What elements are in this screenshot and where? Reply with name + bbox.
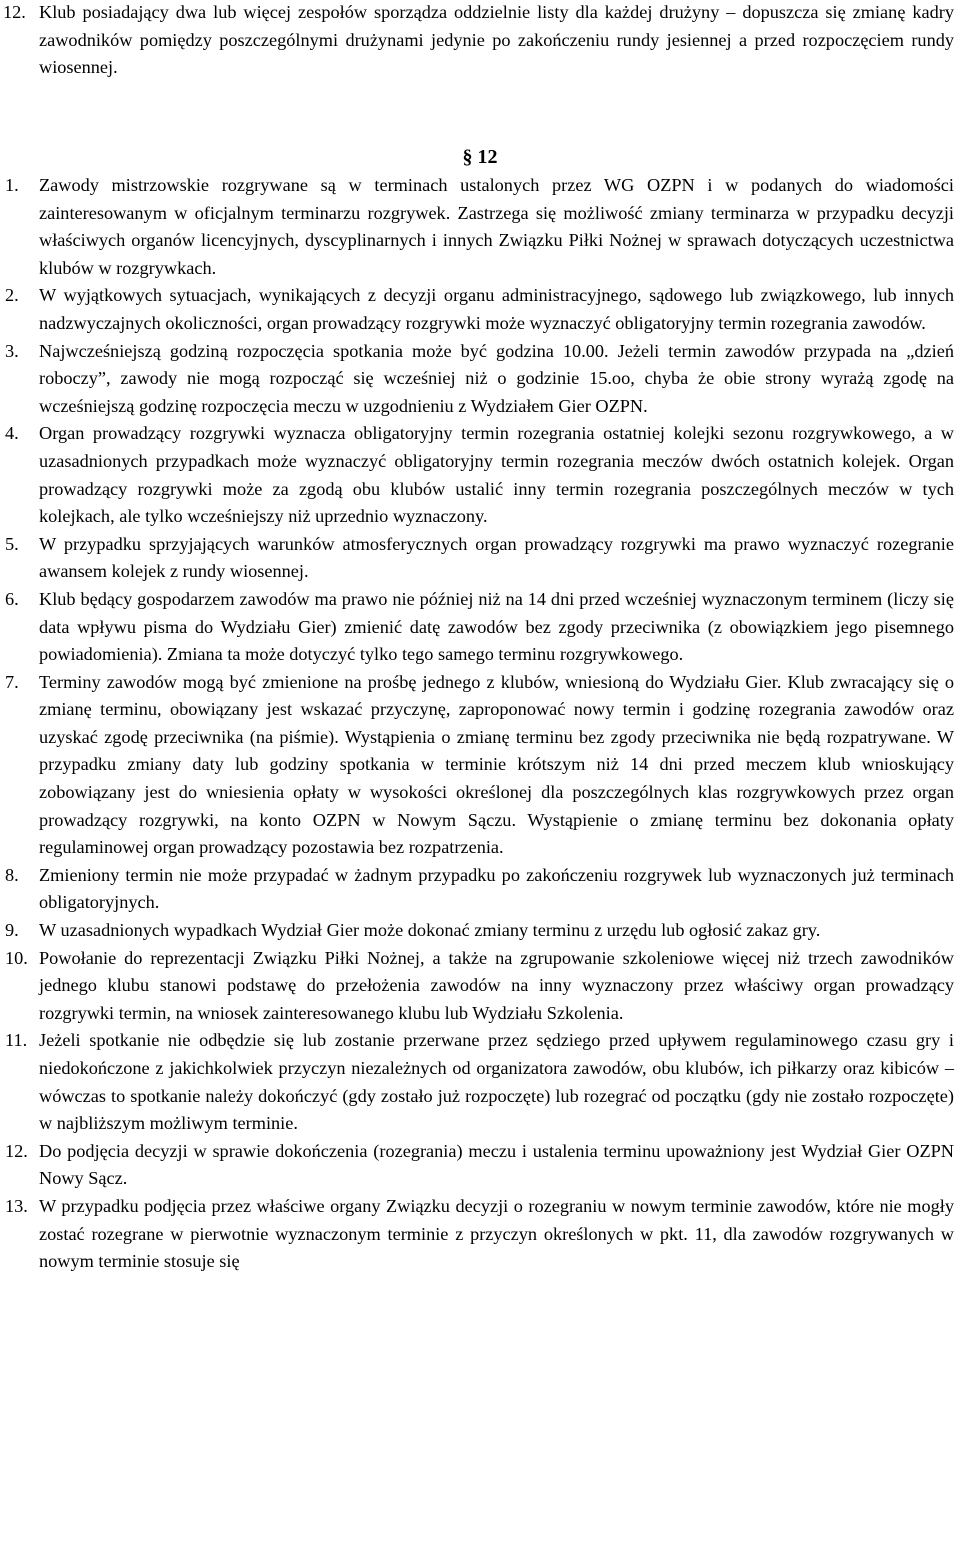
item-text: Klub posiadający dwa lub więcej zespołów sporządza oddzielnie listy dla każdej drużyny – dopuszcza się zmianę kadry zawodników pomiędzy poszczególnymi drużynami jedynie po zakończeniu rundy jesiennej a przed rozpoczęciem rundy wiosennej. (39, 2, 954, 78)
item-text: Powołanie do reprezentacji Związku Piłki Nożnej, a także na zgrupowanie szkoleniowe więcej niż trzech zawodników jednego klubu stanowi podstawę do przełożenia zawodów na inny wyznaczony przez właściwy organ prowadzący rozgrywki termin, na wniosek zainteresowanego klubu lub Wydziału Szkolenia. (39, 947, 954, 1023)
item-number: 12. (5, 1140, 28, 1161)
list-item (0, 420, 960, 530)
list-item (0, 1138, 960, 1193)
list-item-top-12 (0, 0, 960, 82)
item-number: 2. (5, 285, 19, 306)
list-item (0, 1193, 960, 1276)
list-item (0, 172, 960, 282)
item-number: 6. (5, 588, 19, 609)
list-item (0, 531, 960, 586)
item-text: W przypadku sprzyjających warunków atmosferycznych organ prowadzący rozgrywki ma prawo wyznaczyć rozegranie awansem kolejek z rundy wiosennej. (39, 533, 954, 582)
item-number: 7. (5, 671, 19, 692)
item-number: 9. (5, 920, 19, 941)
list-item (0, 338, 960, 421)
previous-section-items (0, 0, 960, 82)
item-text: W wyjątkowych sytuacjach, wynikających z decyzji organu administracyjnego, sądowego lub związkowego, lub innych nadzwyczajnych okoliczności, organ prowadzący rozgrywki może wyznaczyć obligatoryjny termin rozegrania zawodów. (39, 285, 954, 333)
item-number: 4. (5, 423, 19, 444)
list-item (0, 917, 960, 945)
item-text: W przypadku podjęcia przez właściwe organy Związku decyzji o rozegraniu w nowym terminie zawodów, które nie mogły zostać rozegrane w pierwotnie wyznaczonym terminie z przyczyn określonych w pkt. 11, dla zawodów rozgrywanych w nowym terminie stosuje się (39, 1195, 954, 1272)
item-text: Terminy zawodów mogą być zmienione na prośbę jednego z klubów, wniesioną do Wydziału Gier. Klub zwracający się o zmianę terminu, obowiązany jest wskazać przyczynę, zaproponować nowy termin i godzinę rozegrania zawodów oraz uzyskać zgodę przeciwnika (na piśmie). Wystąpienia o zmianę terminu bez zgody przeciwnika nie będą rozpatrywane. W przypadku zmiany daty lub godziny spotkania w terminie krótszym niż 14 dni przed meczem klub wnioskujący zobowiązany jest do wniesienia opłaty w wysokości określonej dla poszczególnych klas rozgrywkowych przez organ prowadzący rozgrywki, na konto OZPN w Nowym Sączu. Wystąpienie o zmianę terminu bez dokonania opłaty regulaminowej organ prowadzący pozostawia bez rozpatrzenia. (39, 671, 954, 858)
item-text: Zmieniony termin nie może przypadać w żadnym przypadku po zakończeniu rozgrywek lub wyznaczonych już terminach obligatoryjnych. (39, 864, 954, 913)
item-text: Najwcześniejszą godziną rozpoczęcia spotkania może być godzina 10.00. Jeżeli termin zawodów przypada na „dzień roboczy”, zawody nie mogą rozpocząć się wcześniej niż o godzinie 15.oo, chyba że obie strony wyrażą zgodę na wcześniejszą godzinę rozpoczęcia meczu w uzgodnieniu z Wydziałem Gier OZPN. (39, 340, 954, 416)
item-text: Jeżeli spotkanie nie odbędzie się lub zostanie przerwane przez sędziego przed upływem regulaminowego czasu gry i niedokończone z jakichkolwiek przyczyn niezależnych od organizatora zawodów, obu klubów, ich piłkarzy oraz kibiców – wówczas to spotkanie należy dokończyć (gdy zostało już rozpoczęte) lub rozegrać od początku (gdy nie zostało rozpoczęte) w najbliższym możliwym terminie. (39, 1030, 954, 1134)
item-text: W uzasadnionych wypadkach Wydział Gier może dokonać zmiany terminu z urzędu lub ogłosić zakaz gry. (39, 920, 821, 941)
list-item (0, 586, 960, 669)
item-number: 11. (5, 1030, 28, 1051)
section-items (0, 172, 960, 1276)
item-number: 10. (5, 947, 28, 968)
item-number: 1. (5, 175, 19, 195)
list-item (0, 669, 960, 862)
item-text: Klub będący gospodarzem zawodów ma prawo nie później niż na 14 dni przed wcześniej wyznaczonym terminem (liczy się data wpływu pisma do Wydziału Gier) zmienić datę zawodów bez zgody przeciwnika (z obowiązkiem jego pisemnego powiadomienia). Zmiana ta może dotyczyć tylko tego samego terminu rozgrywkowego. (39, 588, 954, 665)
item-number: 8. (5, 864, 19, 885)
section-heading: § 12 (462, 146, 498, 168)
list-item (0, 1027, 960, 1137)
item-text: Organ prowadzący rozgrywki wyznacza obligatoryjny termin rozegrania ostatniej kolejki sezonu rozgrywkowego, a w uzasadnionych przypadkach może wyznaczyć obligatoryjny termin rozegrania meczów dwóch ostatnich kolejek. Organ prowadzący rozgrywki może za zgodą obu klubów ustalić inny termin rozegrania poszczególnych meczów w tych kolejkach, ale tylko wcześniejszy niż uprzednio wyznaczony. (39, 423, 954, 527)
item-number: 3. (5, 340, 19, 361)
list-item (0, 282, 960, 337)
item-text: Zawody mistrzowskie rozgrywane są w terminach ustalonych przez WG OZPN i w podanych do wiadomości zainteresowanym w oficjalnym terminarzu rozgrywek. Zastrzega się możliwość zmiany terminarza w przypadku decyzji właściwych organów licencyjnych, dyscyplinarnych i innych Związku Piłki Nożnej w sprawach dotyczących uczestnictwa klubów w rozgrywkach. (39, 175, 954, 278)
item-number: 12. (3, 2, 26, 22)
item-text: Do podjęcia decyzji w sprawie dokończenia (rozegrania) meczu i ustalenia terminu upoważniony jest Wydział Gier OZPN Nowy Sącz. (39, 1140, 954, 1189)
list-item (0, 945, 960, 1028)
list-item (0, 862, 960, 917)
item-number: 5. (5, 533, 19, 554)
item-number: 13. (5, 1195, 28, 1216)
